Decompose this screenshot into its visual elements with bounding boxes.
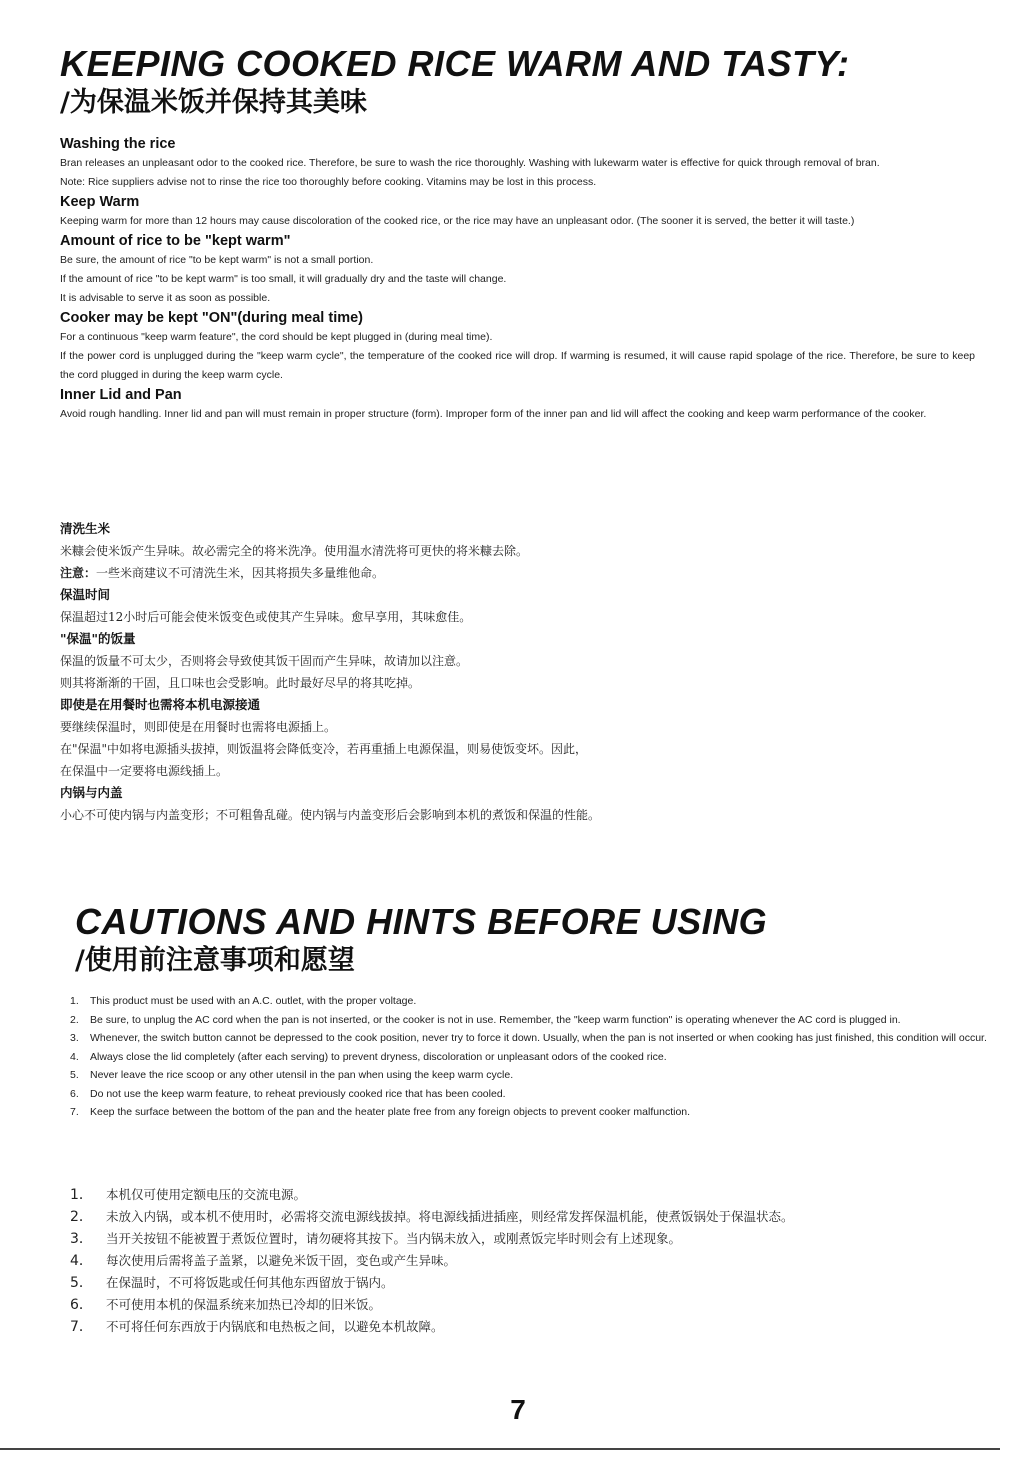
list-item <box>70 1011 995 1030</box>
note-label: 注意： <box>60 566 97 580</box>
list-item <box>70 1048 995 1067</box>
heading-zh-amount: "保温"的饭量 <box>60 631 136 646</box>
section1-chinese-text <box>60 518 975 826</box>
paragraph: Bran releases an unpleasant odor to the cooked rice. Therefore, be sure to wash the rice thoroughly. Washing with lukewarm water is effective for quick through removal of bran. <box>60 157 880 169</box>
section2-english-list <box>70 992 995 1122</box>
item-text: 在保温时，不可将饭匙或任何其他东西留放于锅内。 <box>106 1275 394 1290</box>
heading-zh-power: 即使是在用餐时也需将本机电源接通 <box>60 697 261 712</box>
list-item <box>70 1294 995 1316</box>
paragraph-zh: 在保温中一定要将电源线插上。 <box>60 764 229 778</box>
list-item <box>70 1066 995 1085</box>
cautions-list-en <box>70 992 995 1122</box>
cautions-list-zh <box>70 1184 995 1338</box>
section1-title-zh: /为保温米饭并保持其美味 <box>60 87 367 118</box>
paragraph: Avoid rough handling. Inner lid and pan will must remain in proper structure (form). Improper form of the inner pan and lid will affect the cooking and keep warm performance of the cooker. <box>60 408 927 420</box>
paragraph-zh: 小心不可使内锅与内盖变形；不可粗鲁乱碰。使内锅与内盖变形后会影响到本机的煮饭和保温的性能。 <box>60 808 601 822</box>
list-item <box>70 1085 995 1104</box>
list-item <box>70 1228 995 1250</box>
list-item <box>70 1250 995 1272</box>
item-text: Never leave the rice scoop or any other utensil in the pan when using the keep warm cycle. <box>90 1069 514 1081</box>
item-number: 6． <box>70 1297 93 1313</box>
item-number: 1. <box>70 995 79 1007</box>
item-text: Always close the lid completely (after each serving) to prevent dryness, discoloration or unpleasant odors of the cooked rice. <box>90 1050 667 1063</box>
paragraph: For a continuous "keep warm feature", the cord should be kept plugged in (during meal time). <box>60 331 493 343</box>
item-number: 3. <box>70 1032 79 1044</box>
paragraph-zh: 则其将渐渐的干固，且口味也会受影响。此时最好尽早的将其吃掉。 <box>60 676 421 690</box>
item-number: 5. <box>70 1069 79 1081</box>
heading-inner-lid-pan: Inner Lid and Pan <box>60 387 182 403</box>
heading-keep-warm: Keep Warm <box>60 194 140 210</box>
note-zh <box>60 562 975 584</box>
item-text: 不可将任何东西放于内锅底和电热板之间，以避免本机故障。 <box>106 1319 444 1334</box>
list-item <box>70 1316 995 1338</box>
item-number: 7． <box>70 1319 93 1335</box>
section1-title-block <box>60 44 990 120</box>
paragraph-zh: 保温的饭量不可太少，否则将会导致使其饭干固而产生异味，故请加以注意。 <box>60 654 469 668</box>
heading-zh-lid: 内锅与内盖 <box>60 785 123 800</box>
paragraph: Keeping warm for more than 12 hours may cause discoloration of the cooked rice, or the rice may have an unpleasant odor. (The sooner it is served, the better it will taste.) <box>60 215 855 227</box>
paragraph: Be sure, the amount of rice "to be kept warm" is not a small portion. <box>60 254 374 266</box>
footer-divider <box>0 1448 1000 1450</box>
item-text: 不可使用本机的保温系统来加热已冷却的旧米饭。 <box>106 1297 382 1312</box>
section1-english-text <box>60 134 975 424</box>
item-text: Do not use the keep warm feature, to reheat previously cooked rice that has been cooled. <box>90 1087 506 1100</box>
section1-title-en: KEEPING COOKED RICE WARM AND TASTY: <box>60 43 850 84</box>
item-number: 3． <box>70 1231 93 1247</box>
heading-amount-of-rice: Amount of rice to be "kept warm" <box>60 233 291 249</box>
list-item <box>70 1272 995 1294</box>
paragraph-zh: 在"保温"中如将电源插头拔掉，则饭温将会降低变冷，若再重插上电源保温，则易使饭变坏。因此， <box>60 742 588 756</box>
section2-title-en: CAUTIONS AND HINTS BEFORE USING <box>75 901 768 942</box>
list-item <box>70 1103 995 1122</box>
paragraph-zh: 米糠会使米饭产生异味。故必需完全的将米洗净。使用温水清洗将可更快的将米糠去除。 <box>60 544 529 558</box>
heading-cooker-kept-on: Cooker may be kept "ON"(during meal time) <box>60 310 364 326</box>
section2-title-zh: /使用前注意事项和愿望 <box>75 945 355 976</box>
paragraph: Note: Rice suppliers advise not to rinse the rice too thoroughly before cooking. Vitamins may be lost in this process. <box>60 176 597 188</box>
item-number: 2. <box>70 1013 79 1026</box>
item-number: 2． <box>70 1209 93 1225</box>
list-item <box>70 1029 995 1048</box>
paragraph: If the amount of rice "to be kept warm" is too small, it will gradually dry and the taste will change. <box>60 273 507 285</box>
item-text: 当开关按钮不能被置于煮饭位置时，请勿硬将其按下。当内锅未放入，或刚煮饭完毕时则会有上述现象。 <box>106 1231 682 1246</box>
item-text: 每次使用后需将盖子盖紧，以避免米饭干固，变色或产生异味。 <box>106 1253 457 1268</box>
item-number: 7. <box>70 1106 79 1118</box>
item-text: This product must be used with an A.C. outlet, with the proper voltage. <box>90 995 417 1007</box>
heading-washing-rice: Washing the rice <box>60 136 176 152</box>
item-text: Keep the surface between the bottom of the pan and the heater plate free from any foreign objects to prevent cooker malfunction. <box>90 1106 691 1118</box>
item-text: Whenever, the switch button cannot be depressed to the cook position, never try to force it down. Usually, when the pan is not inserted or when cooking has just finished, this condition will occur. <box>90 1032 987 1044</box>
section2-chinese-list <box>70 1184 995 1338</box>
page-number: 7 <box>510 1394 526 1425</box>
item-text: 未放入内锅，或本机不使用时，必需将交流电源线拔掉。将电源线插进插座，则经常发挥保温机能，使煮饭锅处于保温状态。 <box>106 1209 794 1224</box>
item-number: 5． <box>70 1275 93 1291</box>
item-text: 本机仅可使用定额电压的交流电源。 <box>106 1187 307 1202</box>
paragraph-zh: 要继续保温时，则即使是在用餐时也需将电源插上。 <box>60 720 337 734</box>
item-text: Be sure, to unplug the AC cord when the pan is not inserted, or the cooker is not in use. Remember, the "keep warm function" is operating whenever the AC cord is plugged in. <box>90 1013 901 1026</box>
list-item <box>70 1184 995 1206</box>
paragraph-zh: 保温超过12小时后可能会使米饭变色或使其产生异味。愈早享用，其味愈佳。 <box>60 610 472 624</box>
section2-title-block <box>75 902 1005 978</box>
list-item <box>70 992 995 1011</box>
paragraph: It is advisable to serve it as soon as possible. <box>60 292 271 304</box>
item-number: 4． <box>70 1253 93 1269</box>
list-item <box>70 1206 995 1228</box>
heading-zh-washing: 清洗生米 <box>60 521 111 536</box>
note-text: 一些米商建议不可清洗生米，因其将损失多量维他命。 <box>96 566 385 580</box>
paragraph: If the power cord is unplugged during the "keep warm cycle", the temperature of the cooked rice will drop. If warming is resumed, it will cause rapid spolage of the rice. Therefore, be sure to keep the cord plugged in during the keep warm cycle. <box>60 350 975 381</box>
item-number: 4. <box>70 1050 79 1063</box>
item-number: 6. <box>70 1087 79 1100</box>
heading-zh-keep-warm: 保温时间 <box>60 587 111 602</box>
item-number: 1． <box>70 1187 93 1203</box>
